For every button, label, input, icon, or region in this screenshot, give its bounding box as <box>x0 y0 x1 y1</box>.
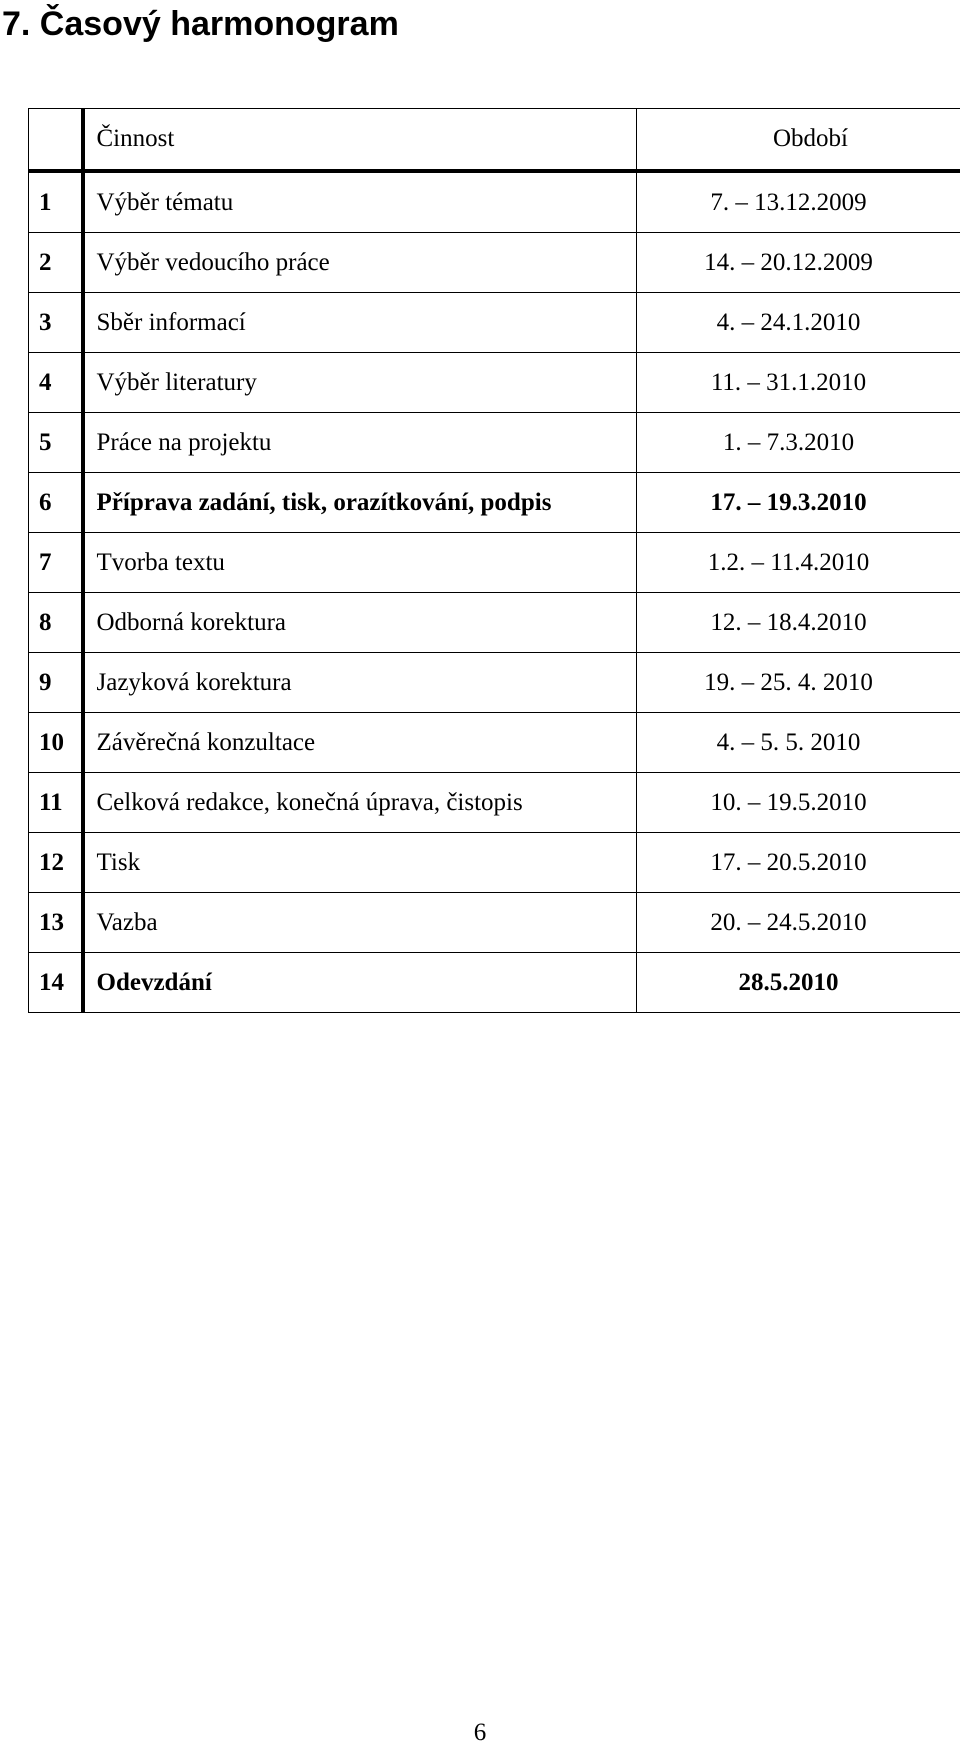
row-number-cell: 8 <box>29 593 83 653</box>
row-number-cell: 3 <box>29 293 83 353</box>
row-activity-cell: Odborná korektura <box>83 593 637 653</box>
row-number-cell: 10 <box>29 713 83 773</box>
row-period-cell: 17. – 20.5.2010 <box>637 833 960 893</box>
table-row <box>29 533 960 593</box>
table-row <box>29 413 960 473</box>
table-row <box>29 713 960 773</box>
row-activity-cell: Závěrečná konzultace <box>83 713 637 773</box>
row-period-cell: 7. – 13.12.2009 <box>637 171 960 233</box>
row-activity-cell: Tvorba textu <box>83 533 637 593</box>
header-row <box>29 109 960 172</box>
schedule-table <box>28 108 960 1013</box>
row-number-cell: 11 <box>29 773 83 833</box>
row-activity-cell: Výběr tématu <box>83 171 637 233</box>
table-row <box>29 353 960 413</box>
row-number-cell: 5 <box>29 413 83 473</box>
row-number-cell: 13 <box>29 893 83 953</box>
row-activity-cell: Sběr informací <box>83 293 637 353</box>
table-row <box>29 593 960 653</box>
table-row <box>29 773 960 833</box>
row-period-cell: 4. – 5. 5. 2010 <box>637 713 960 773</box>
row-number-cell: 7 <box>29 533 83 593</box>
row-period-cell: 20. – 24.5.2010 <box>637 893 960 953</box>
table-row <box>29 293 960 353</box>
row-number-cell: 6 <box>29 473 83 533</box>
row-activity-cell: Jazyková korektura <box>83 653 637 713</box>
table-row <box>29 233 960 293</box>
row-number-cell: 9 <box>29 653 83 713</box>
row-number-cell: 12 <box>29 833 83 893</box>
row-number-cell: 4 <box>29 353 83 413</box>
row-period-cell: 4. – 24.1.2010 <box>637 293 960 353</box>
row-activity-cell: Vazba <box>83 893 637 953</box>
row-period-cell: 19. – 25. 4. 2010 <box>637 653 960 713</box>
table-row <box>29 171 960 233</box>
row-activity-cell: Příprava zadání, tisk, orazítkování, podpis <box>83 473 637 533</box>
row-activity-cell: Tisk <box>83 833 637 893</box>
row-period-cell: 11. – 31.1.2010 <box>637 353 960 413</box>
row-number-cell: 1 <box>29 171 83 233</box>
header-number-cell <box>29 109 83 172</box>
header-period-cell: Období <box>637 109 960 172</box>
row-period-cell: 1. – 7.3.2010 <box>637 413 960 473</box>
table-row <box>29 653 960 713</box>
row-activity-cell: Odevzdání <box>83 953 637 1013</box>
table-header <box>29 109 960 172</box>
row-number-cell: 14 <box>29 953 83 1013</box>
row-period-cell: 28.5.2010 <box>637 953 960 1013</box>
header-activity-cell: Činnost <box>83 109 637 172</box>
table-row <box>29 953 960 1013</box>
row-period-cell: 14. – 20.12.2009 <box>637 233 960 293</box>
table-row <box>29 473 960 533</box>
row-period-cell: 17. – 19.3.2010 <box>637 473 960 533</box>
row-activity-cell: Výběr literatury <box>83 353 637 413</box>
row-period-cell: 12. – 18.4.2010 <box>637 593 960 653</box>
row-period-cell: 1.2. – 11.4.2010 <box>637 533 960 593</box>
row-activity-cell: Celková redakce, konečná úprava, čistopis <box>83 773 637 833</box>
row-number-cell: 2 <box>29 233 83 293</box>
row-activity-cell: Výběr vedoucího práce <box>83 233 637 293</box>
row-period-cell: 10. – 19.5.2010 <box>637 773 960 833</box>
section-title: 7. Časový harmonogram <box>2 5 399 43</box>
table-body <box>29 171 960 1013</box>
page-number: 6 <box>473 1719 487 1746</box>
row-activity-cell: Práce na projektu <box>83 413 637 473</box>
table-row <box>29 893 960 953</box>
table-row <box>29 833 960 893</box>
